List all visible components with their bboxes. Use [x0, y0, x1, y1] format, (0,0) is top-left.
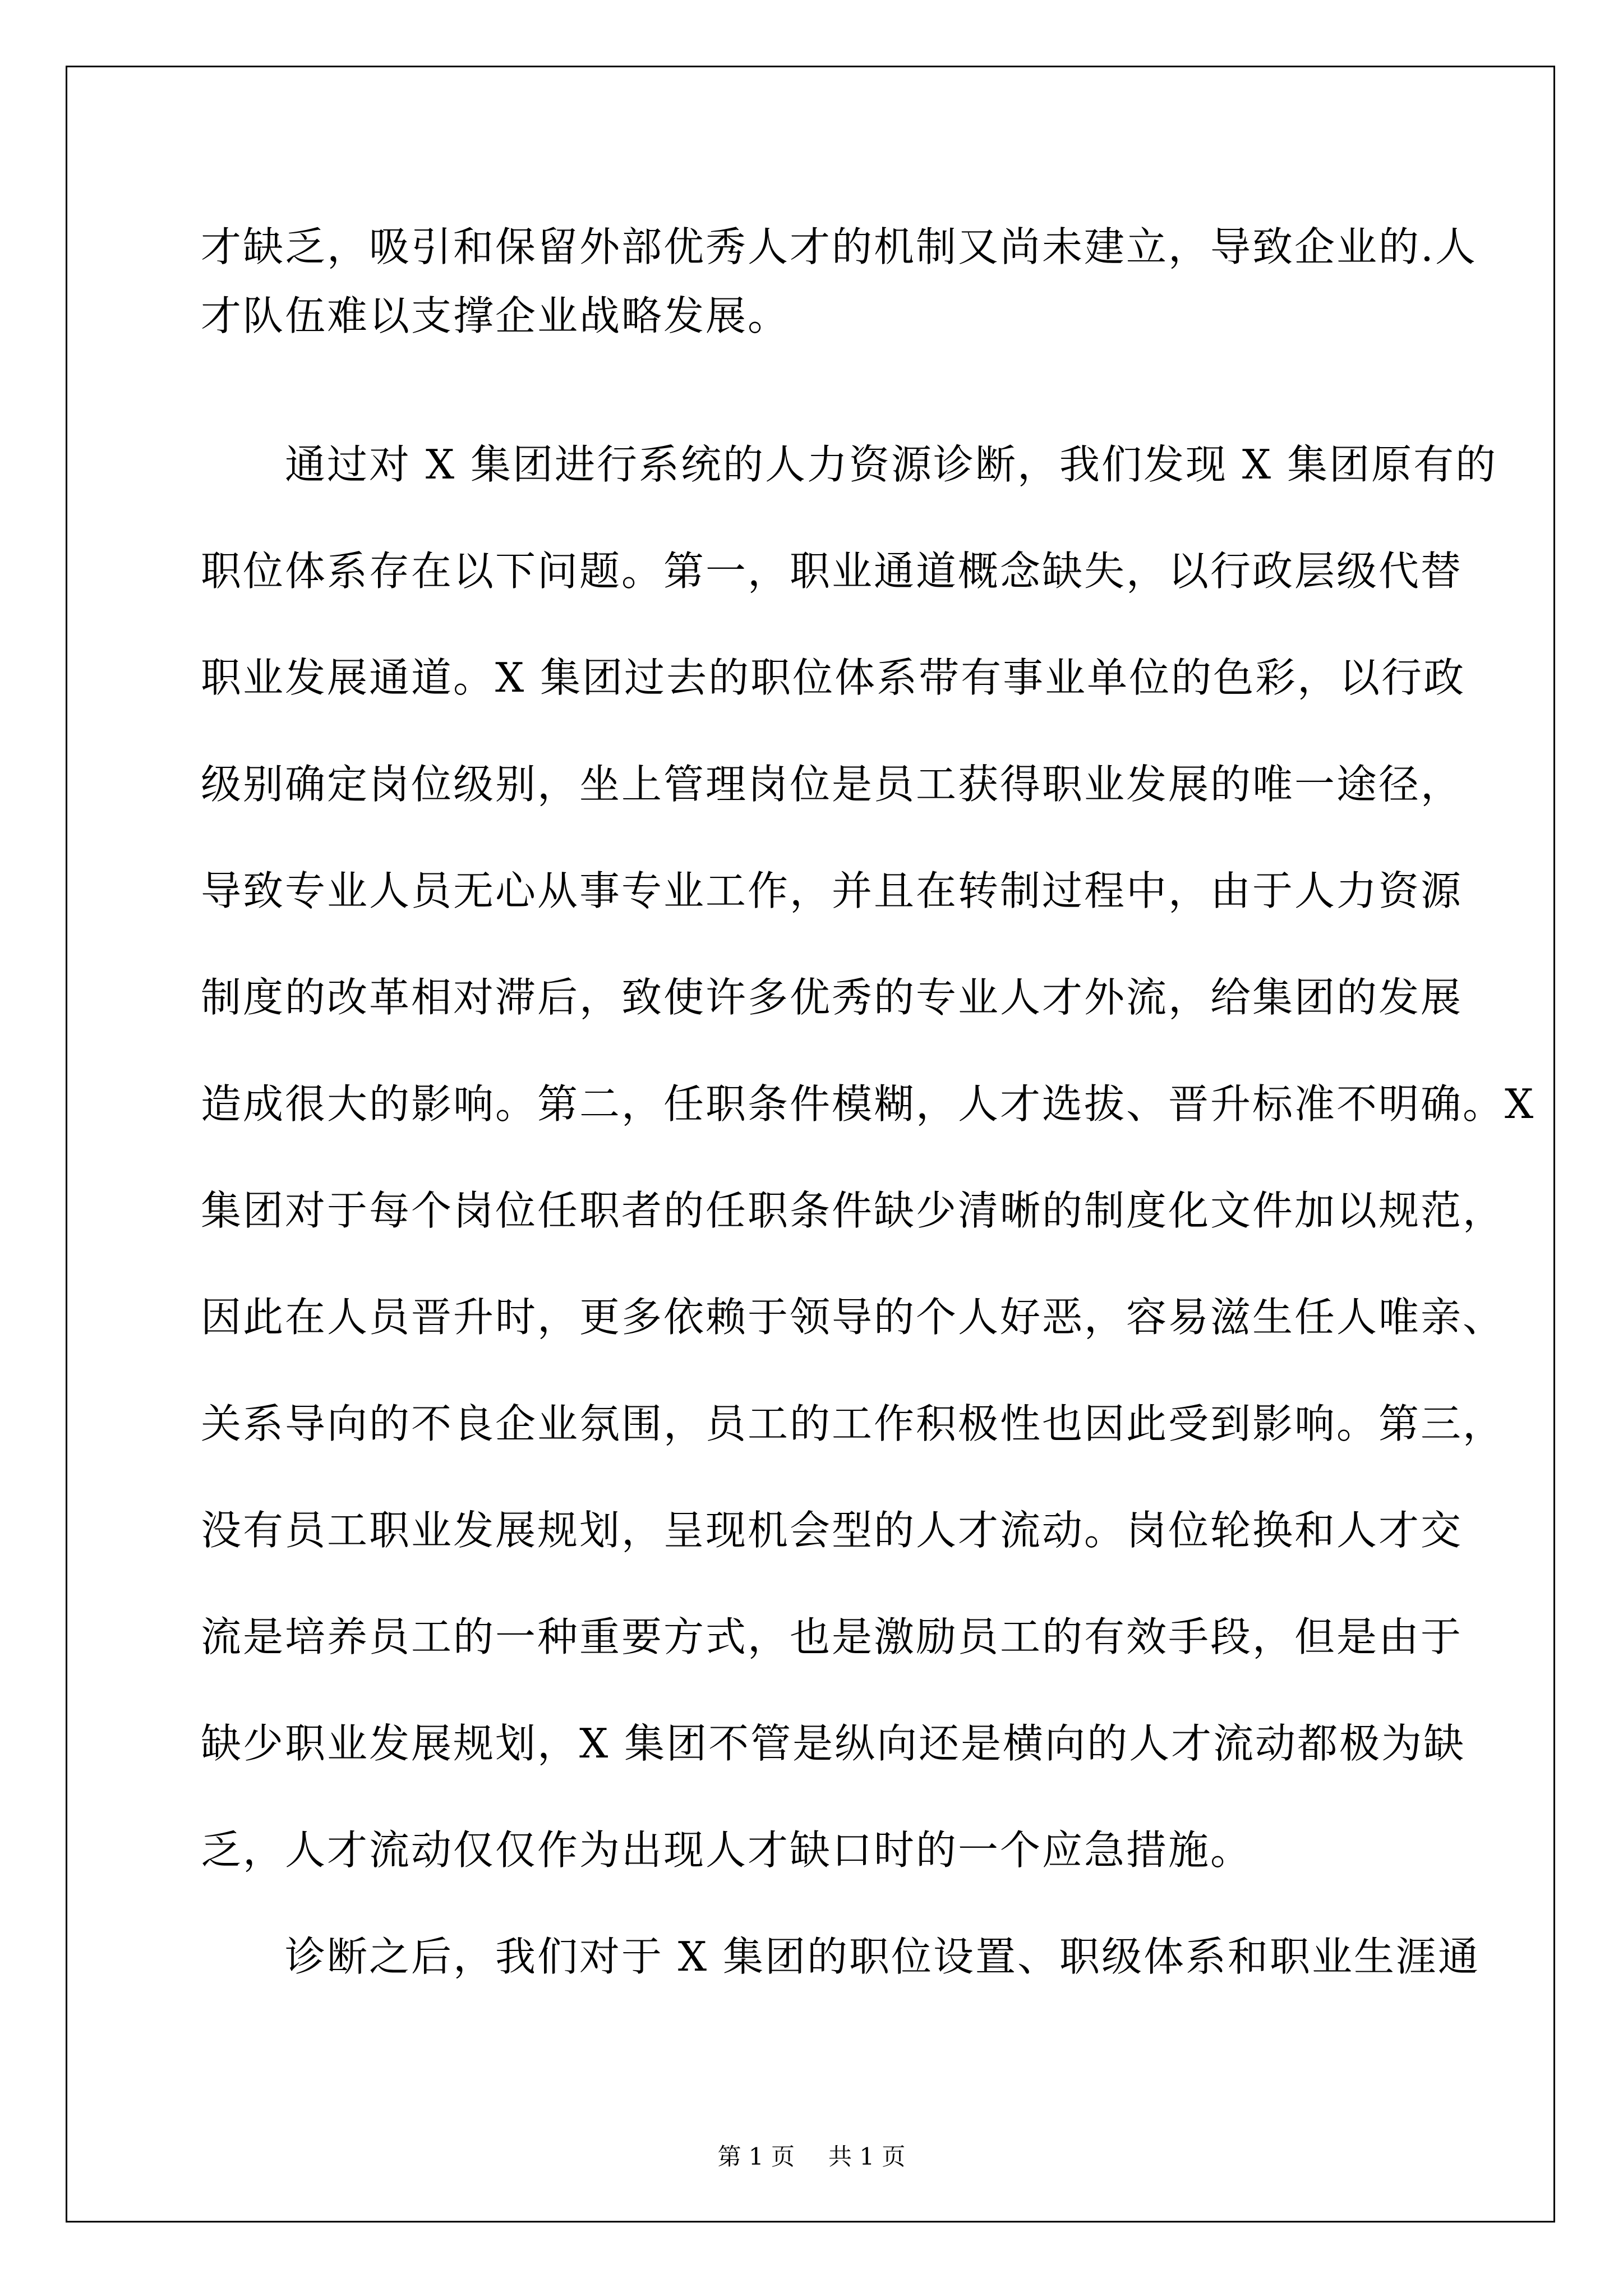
page-footer: [0, 2140, 1623, 2174]
page-border: [66, 66, 1555, 2223]
text-line: 流是培养员工的一种重要方式，也是激励员工的有效手段，但是由于: [201, 1613, 1463, 1660]
text-line: 乏，人才流动仅仅作为出现人才缺口时的一个应急措施。: [201, 1826, 1253, 1874]
text-line: 关系导向的不良企业氛围，员工的工作积极性也因此受到影响。第三，: [201, 1400, 1505, 1447]
text-line: 集团对于每个岗位任职者的任职条件缺少清晰的制度化文件加以规范，: [201, 1187, 1505, 1234]
text-line: 制度的改革相对滞后，致使许多优秀的专业人才外流，给集团的发展: [201, 974, 1463, 1021]
text-line: 造成很大的影响。第二，任职条件模糊，人才选拔、晋升标准不明确。X: [201, 1080, 1536, 1128]
text-line: 没有员工职业发展规划，呈现机会型的人才流动。岗位轮换和人才交: [201, 1507, 1463, 1554]
text-line: 级别确定岗位级别，坐上管理岗位是员工获得职业发展的唯一途径，: [201, 761, 1463, 808]
text-line: 通过对 X 集团进行系统的人力资源诊断，我们发现 X 集团原有的: [201, 441, 1498, 488]
page-number: 第 1 页: [717, 2143, 795, 2170]
text-line: 缺少职业发展规划，X 集团不管是纵向还是横向的人才流动都极为缺: [201, 1720, 1466, 1767]
text-line: 才队伍难以支撑企业战略发展。: [201, 292, 790, 339]
text-line: 因此在人员晋升时，更多依赖于领导的个人好恶，容易滋生任人唯亲、: [201, 1294, 1505, 1341]
text-line: 职业发展通道。X 集团过去的职位体系带有事业单位的色彩，以行政: [201, 654, 1466, 701]
text-line: 诊断之后，我们对于 X 集团的职位设置、职级体系和职业生涯通: [201, 1933, 1481, 1980]
text-line: 导致专业人员无心从事专业工作，并且在转制过程中，由于人力资源: [201, 867, 1463, 914]
text-line: 职位体系存在以下问题。第一，职业通道概念缺失，以行政层级代替: [201, 547, 1463, 595]
page-total: 共 1 页: [828, 2143, 906, 2170]
text-line: 才缺乏，吸引和保留外部优秀人才的机制又尚未建立，导致企业的.人: [201, 223, 1477, 270]
